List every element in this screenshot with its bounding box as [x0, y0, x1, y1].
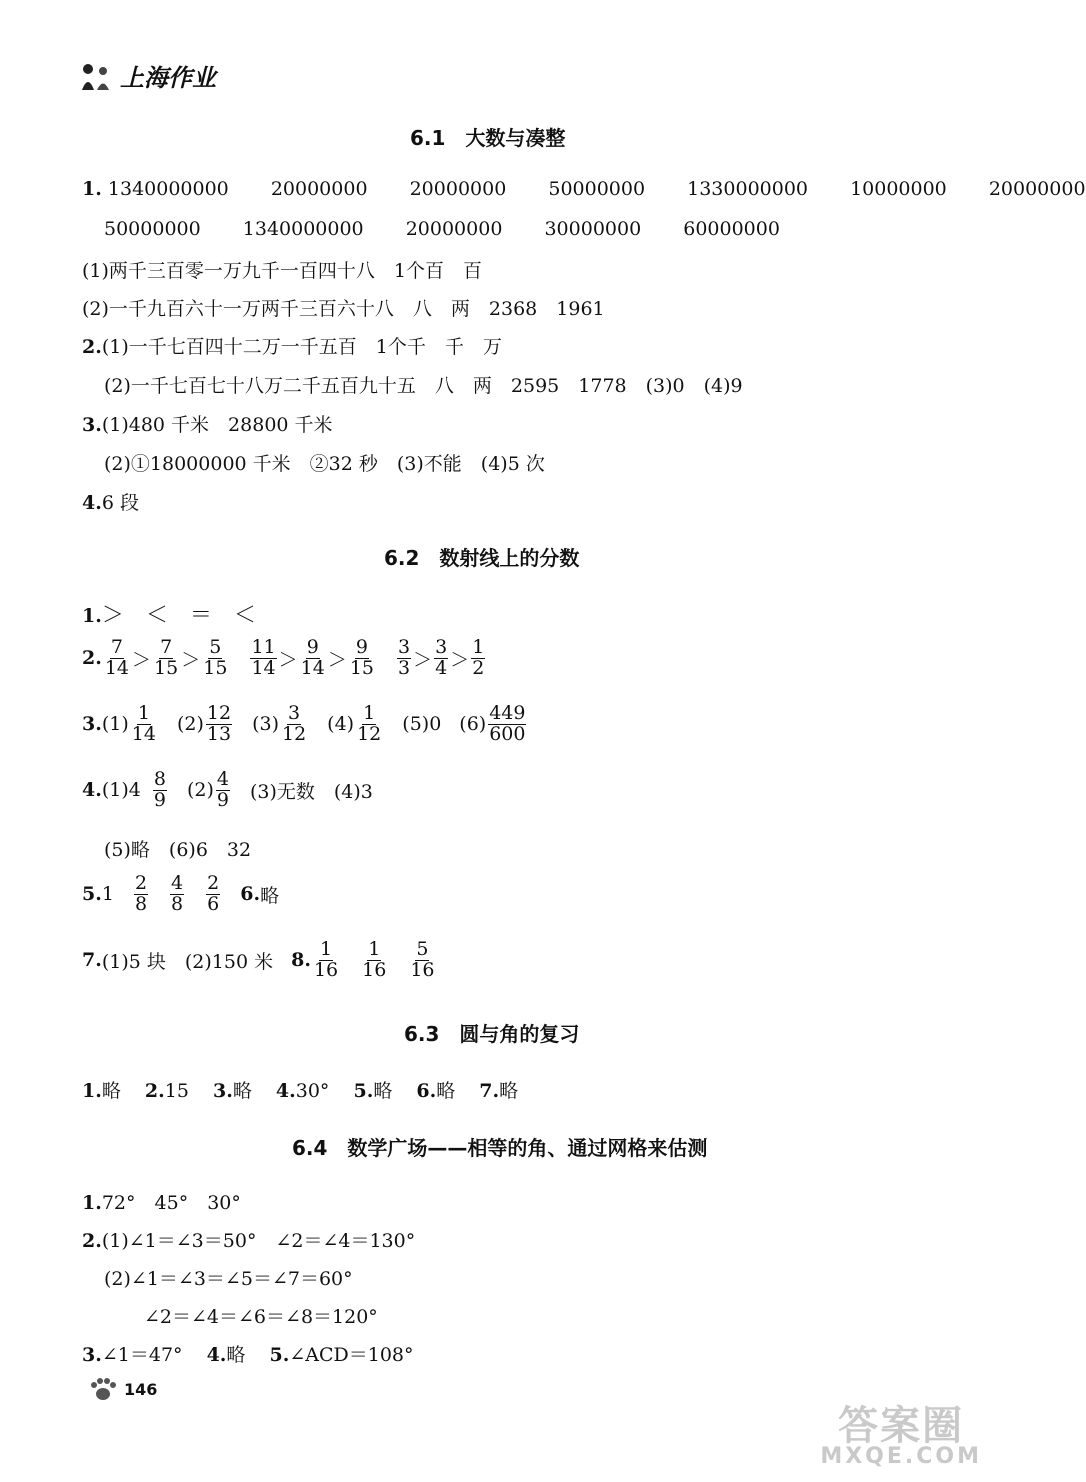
- section-title-6-2: 6.2 数射线上的分数: [384, 546, 580, 570]
- q-number: 1.: [82, 605, 102, 627]
- gt-sign: ＞: [181, 648, 201, 671]
- gt-sign: ＞: [413, 648, 433, 671]
- q-number: 2.: [144, 1080, 165, 1102]
- part-label: (5)0: [402, 713, 442, 736]
- answer: (1)一千七百四十二万一千五百 1个千 千 万: [101, 336, 502, 358]
- fraction: $\frac{12}{13}$: [206, 702, 232, 745]
- s62-q3: [82, 704, 528, 745]
- header-logo: [78, 58, 216, 93]
- answer: 50000000: [548, 178, 646, 200]
- answer: 10000000: [850, 178, 947, 200]
- part-label: (4): [327, 713, 355, 736]
- answer: 30°: [295, 1080, 330, 1102]
- fraction: $\frac{3}{4}$: [435, 636, 448, 679]
- page-number: 146: [124, 1379, 158, 1399]
- q-number: 3.: [212, 1080, 233, 1102]
- fraction: $\frac{9}{14}$: [300, 636, 325, 679]
- gt-sign: ＞: [278, 648, 298, 671]
- kids-icon: [78, 60, 114, 92]
- part-label: (1): [101, 713, 129, 736]
- answer: ＞ ＜ ＝ ＜: [101, 603, 256, 628]
- gt-sign: ＞: [132, 648, 152, 671]
- fraction: $\frac{1}{16}$: [313, 938, 339, 981]
- answer: (1)5 块 (2)150 米: [101, 950, 274, 973]
- fraction: $\frac{7}{14}$: [104, 636, 130, 679]
- s61-q3-sub1: [82, 410, 333, 437]
- answer: (1)∠1＝∠3＝50° ∠2＝∠4＝130°: [101, 1230, 416, 1252]
- q-number: 3.: [82, 713, 102, 736]
- s63-answers: [82, 1076, 518, 1103]
- fraction: $\frac{1}{14}$: [131, 702, 156, 745]
- part-label: (3): [252, 713, 279, 736]
- watermark: [820, 1403, 982, 1469]
- answer: 略: [260, 884, 280, 907]
- s64-q2-sub2b: ∠2＝∠4＝∠6＝∠8＝120°: [144, 1306, 378, 1328]
- s61-q2-sub2: (2)一千七百七十八万二千五百九十五 八 两 2595 1778 (3)0 (4)9: [104, 375, 743, 397]
- section-title-6-3: 6.3 圆与角的复习: [404, 1022, 580, 1046]
- section-title-6-1: 6.1 大数与凑整: [410, 126, 566, 150]
- fraction: $\frac{3}{12}$: [281, 702, 307, 745]
- q-number: 1.: [82, 1080, 102, 1102]
- answer: 略: [101, 1080, 121, 1102]
- fraction: $\frac{9}{15}$: [349, 636, 375, 679]
- q-number: 4.: [82, 779, 102, 802]
- q-number: 2.: [82, 1230, 102, 1252]
- answer: 72° 45° 30°: [101, 1192, 241, 1214]
- watermark-line2: MXQE.COM: [820, 1444, 982, 1469]
- q-number: 5.: [269, 1344, 290, 1366]
- q-number: 4.: [206, 1344, 227, 1366]
- s61-q1-line1: [82, 178, 1086, 200]
- answer: 20000000: [988, 178, 1086, 200]
- answer: 60000000: [683, 218, 780, 240]
- q-number: 7.: [479, 1080, 500, 1102]
- answer: 15: [164, 1080, 189, 1102]
- fraction: $\frac{5}{15}$: [203, 636, 228, 679]
- section-title-6-4: 6.4 数学广场——相等的角、通过网格来估测: [292, 1136, 708, 1160]
- answer: 略: [373, 1080, 393, 1102]
- fraction: $\frac{3}{3}$: [398, 636, 411, 679]
- fraction: $\frac{1}{12}$: [357, 702, 382, 745]
- answer: 20000000: [405, 218, 503, 240]
- answer: 20000000: [270, 178, 368, 200]
- fraction: $\frac{11}{14}$: [251, 636, 276, 679]
- answer: 略: [232, 1080, 252, 1102]
- s62-q4-line2: (5)略 (6)6 32: [104, 839, 252, 861]
- answer: 20000000: [409, 178, 507, 200]
- q-number: 6.: [240, 883, 261, 906]
- brand-name: 上海作业: [120, 64, 216, 92]
- fraction: $\frac{4}{8}$: [171, 872, 184, 915]
- s64-q2-sub2a: (2)∠1＝∠3＝∠5＝∠7＝60°: [104, 1268, 353, 1290]
- answer: 略: [226, 1344, 246, 1366]
- answer: 略: [499, 1080, 519, 1102]
- s61-q1-line2: [104, 218, 780, 240]
- s61-q2-sub1: [82, 332, 502, 359]
- answer: 1: [101, 883, 114, 906]
- q-number: 2.: [82, 336, 102, 358]
- gt-sign: ＞: [327, 648, 347, 671]
- fraction: $\frac{2}{6}$: [207, 872, 220, 915]
- fraction: $\frac{4}{9}$: [216, 768, 229, 811]
- answer: 略: [436, 1080, 456, 1102]
- fraction: $\frac{7}{15}$: [154, 636, 179, 679]
- answer: 1330000000: [687, 178, 809, 200]
- part-label: (6): [459, 713, 487, 736]
- q-number: 6.: [416, 1080, 437, 1102]
- s62-q4: [82, 770, 373, 811]
- page-footer: [88, 1376, 157, 1402]
- answer: (3)无数 (4)3: [249, 780, 373, 803]
- s61-q4: [82, 488, 139, 515]
- fraction: $\frac{2}{8}$: [134, 872, 148, 915]
- fraction: $\frac{449}{600}$: [489, 702, 526, 745]
- answer: 6 段: [101, 492, 139, 514]
- fraction: $\frac{1}{2}$: [472, 636, 485, 679]
- paw-icon: [88, 1376, 118, 1402]
- answer: 1340000000: [242, 218, 364, 240]
- q-number: 8.: [291, 949, 311, 972]
- watermark-line1: 答案圈: [838, 1403, 965, 1449]
- s64-q3-q5: [82, 1340, 414, 1367]
- fraction: $\frac{5}{16}$: [410, 938, 435, 981]
- s61-q1-sub2: (2)一千九百六十一万两千三百六十八 八 两 2368 1961: [82, 298, 605, 320]
- gt-sign: ＞: [450, 648, 470, 671]
- q-number: 3.: [82, 1344, 102, 1366]
- fraction: $\frac{1}{16}$: [362, 938, 387, 981]
- fraction: $\frac{8}{9}$: [153, 768, 166, 811]
- s62-q1: [82, 598, 256, 629]
- s61-q1-sub1: (1)两千三百零一万九千一百四十八 1个百 百: [82, 260, 483, 282]
- part-label: (1)4: [101, 779, 141, 802]
- q-number: 7.: [82, 949, 102, 972]
- q-number: 1.: [82, 178, 102, 200]
- q-number: 4.: [82, 492, 102, 514]
- s62-q2: [82, 638, 487, 679]
- answer: 50000000: [104, 218, 201, 240]
- q-number: 2.: [82, 647, 102, 670]
- s61-q3-sub2: (2)①18000000 千米 ②32 秒 (3)不能 (4)5 次: [104, 453, 545, 475]
- s64-q1: [82, 1188, 241, 1215]
- answer: 1340000000: [107, 178, 229, 200]
- part-label: (2): [176, 713, 204, 736]
- q-number: 5.: [82, 883, 102, 906]
- answer: (1)480 千米 28800 千米: [101, 414, 333, 436]
- part-label: (2): [186, 779, 214, 802]
- answer: 30000000: [544, 218, 642, 240]
- q-number: 3.: [82, 414, 102, 436]
- s62-q7-q8: [82, 940, 438, 981]
- s64-q2-sub1: [82, 1226, 415, 1253]
- answer: ∠ACD＝108°: [289, 1344, 414, 1366]
- answer: ∠1＝47°: [101, 1344, 183, 1366]
- s62-q5-q6: [82, 874, 279, 915]
- q-number: 4.: [275, 1080, 296, 1102]
- q-number: 1.: [82, 1192, 102, 1214]
- q-number: 5.: [353, 1080, 374, 1102]
